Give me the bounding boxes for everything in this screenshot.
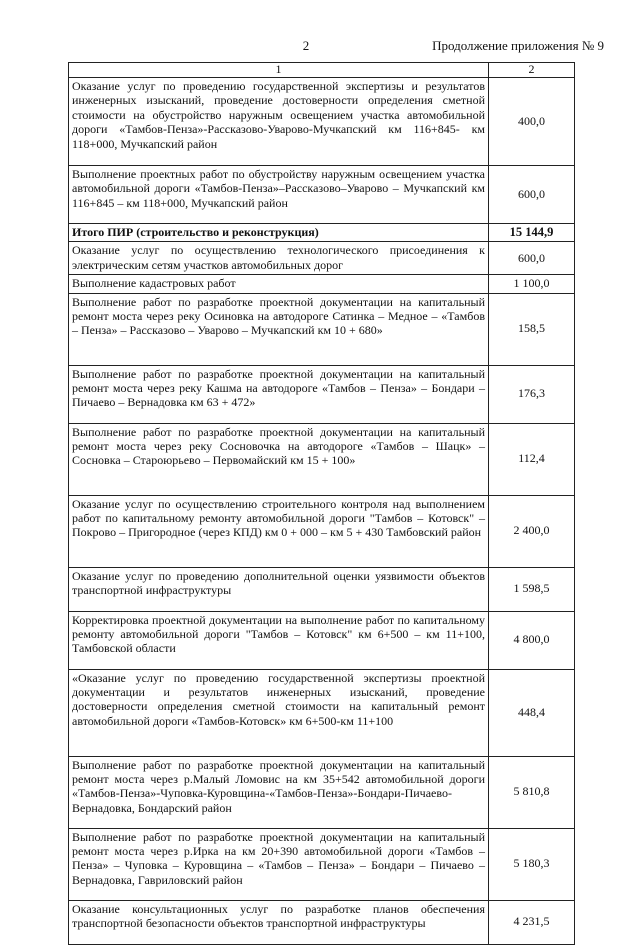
row-amount: 600,0 [489, 166, 575, 224]
total-row [69, 224, 575, 242]
table-row [69, 900, 575, 944]
row-amount: 112,4 [489, 423, 575, 495]
row-amount: 448,4 [489, 669, 575, 756]
row-description: Выполнение работ по разработке проектной документации на капитальный ремонт моста через реку Кашма на автодороге «Тамбов – Пенза» – Бондари – Пичаево – Вернадовка км 63 + 472» [69, 365, 489, 423]
row-amount: 4 800,0 [489, 611, 575, 669]
row-description: Выполнение проектных работ по обустройству наружным освещением участка автомобильной дороги «Тамбов-Пенза»–Рассказово–Уварово – Мучкапский км 116+845 – км 118+000, Мучкапский район [69, 166, 489, 224]
row-amount: 600,0 [489, 242, 575, 275]
row-amount: 2 400,0 [489, 495, 575, 567]
row-amount: 4 231,5 [489, 900, 575, 944]
row-description: Итого ПИР (строительство и реконструкция) [69, 224, 489, 242]
table-row [69, 495, 575, 567]
row-description: Выполнение работ по разработке проектной документации на капитальный ремонт моста через реку Осиновка на автодороге Сатинка – Медное – «Тамбов – Пенза» – Рассказово – Уварово – Мучкапский км 10 + 680» [69, 293, 489, 365]
row-description: Выполнение работ по разработке проектной документации на капитальный ремонт моста через р.Малый Ломовис на км 35+542 автомобильной дороги «Тамбов-Пенза»-Чуповка-Куровщина-«Тамбов-Пенза»-Бондари-Пичаево-Вернадовка, Бондарский район [69, 756, 489, 828]
row-description: Оказание консультационных услуг по разработке планов обеспечения транспортной безопасности объектов транспортной инфраструктуры [69, 900, 489, 944]
row-amount: 1 598,5 [489, 567, 575, 611]
row-description: Выполнение кадастровых работ [69, 275, 489, 293]
row-description: Оказание услуг по осуществлению технологического присоединения к электрическим сетям участков автомобильных дорог [69, 242, 489, 275]
table-row [69, 567, 575, 611]
table-header-row [69, 63, 575, 78]
row-description: Оказание услуг по осуществлению строительного контроля над выполнением работ по капитальному ремонту автомобильной дороги "Тамбов – Котовск" – Покрово – Пригородное (через КПД) км 0 + 000 – км 5 + 430 Тамбовский район [69, 495, 489, 567]
row-description: Оказание услуг по проведению дополнительной оценки уязвимости объектов транспортной инфраструктуры [69, 567, 489, 611]
row-amount: 5 810,8 [489, 756, 575, 828]
table-row [69, 166, 575, 224]
row-amount: 5 180,3 [489, 828, 575, 900]
row-amount: 1 100,0 [489, 275, 575, 293]
row-description: Выполнение работ по разработке проектной документации на капитальный ремонт моста через реку Сосновочка на автодороге «Тамбов – Шацк» – Сосновка – Староюрьево – Первомайский км 15 + 100» [69, 423, 489, 495]
row-description: Выполнение работ по разработке проектной документации на капитальный ремонт моста через р.Ирка на км 20+390 автомобильной дороги «Тамбов – Пенза» – Чуповка – Куровщина – «Тамбов – Пенза» – Бондари – Пичаево – Вернадовка, Гавриловский район [69, 828, 489, 900]
budget-table [68, 62, 575, 945]
table-row [69, 293, 575, 365]
row-description: Корректировка проектной документации на выполнение работ по капитальному ремонту автомобильной дороги "Тамбов – Котовск" км 6+500 – км 11+100, Тамбовской области [69, 611, 489, 669]
table-row [69, 275, 575, 293]
row-amount: 400,0 [489, 78, 575, 166]
table-row [69, 756, 575, 828]
page-number: 2 [302, 38, 310, 53]
row-description: Оказание услуг по проведению государственной экспертизы и результатов инженерных изысканий, проведение достоверности определения сметной стоимости на обустройство наружным освещением участка автомобильной дороги «Тамбов-Пенза»-Рассказово-Уварово-Мучкапский км 116+845- км 118+000, Мучкапский район [69, 78, 489, 166]
table-row [69, 669, 575, 756]
table-row [69, 242, 575, 275]
table-row [69, 611, 575, 669]
row-amount: 158,5 [489, 293, 575, 365]
row-amount: 15 144,9 [489, 224, 575, 242]
row-amount: 176,3 [489, 365, 575, 423]
column-header-1: 1 [69, 63, 489, 78]
table-row [69, 423, 575, 495]
table-row [69, 365, 575, 423]
column-header-2: 2 [489, 63, 575, 78]
table-row [69, 78, 575, 166]
row-description: «Оказание услуг по проведению государственной экспертизы проектной документации и результатов инженерных изысканий, проведение достоверности определения сметной стоимости на капитальный ремонт автомобильной дороги «Тамбов-Котовск» км 6+500-км 11+100 [69, 669, 489, 756]
appendix-note: Продолжение приложения № 9 [432, 38, 604, 53]
table-row [69, 828, 575, 900]
